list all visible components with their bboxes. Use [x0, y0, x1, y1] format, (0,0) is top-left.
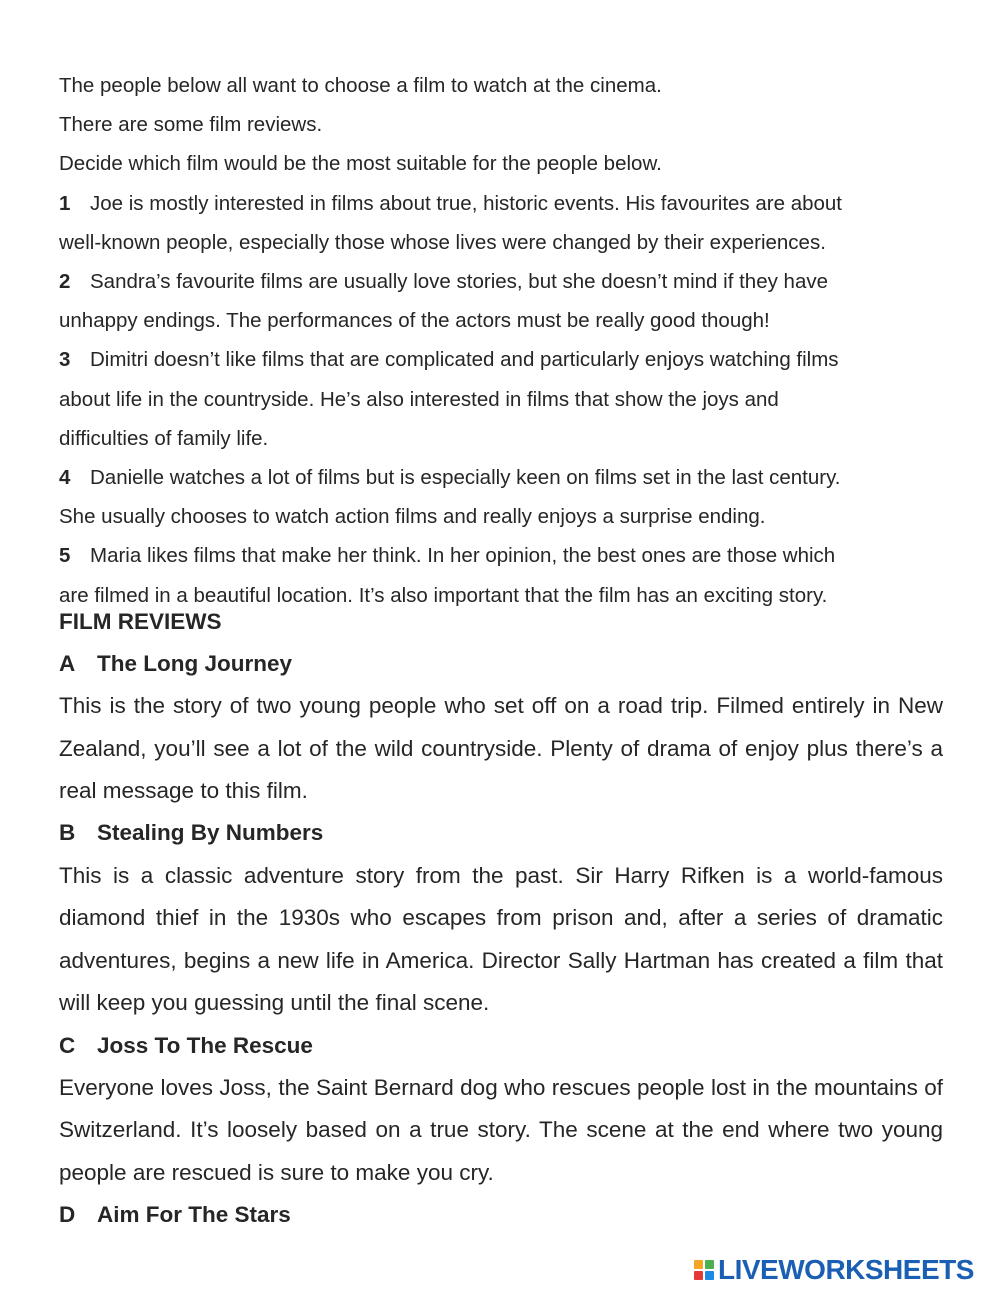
person-3-cont: about life in the countryside. He’s also interested in films that show the joys and: [59, 387, 779, 411]
person-number: 5: [59, 544, 71, 568]
person-number: 4: [59, 466, 71, 490]
person-1-cont: well-known people, especially those whose lives were changed by their experiences.: [59, 230, 826, 254]
person-text: Dimitri doesn’t like films that are complicated and particularly enjoys watching films: [90, 348, 839, 372]
intro-line: Decide which film would be the most suitable for the people below.: [59, 152, 662, 176]
logo-text: LIVEWORKSHEETS: [718, 1254, 974, 1285]
person-2: [59, 262, 943, 301]
review-title-text: Joss To The Rescue: [97, 1032, 313, 1058]
person-2-cont: unhappy endings. The performances of the actors must be really good though!: [59, 309, 770, 333]
intro-line: There are some film reviews.: [59, 113, 323, 137]
person-text: Sandra’s favourite films are usually love stories, but she doesn’t mind if they have: [90, 270, 828, 294]
person-1: [59, 184, 943, 223]
person-number: 1: [59, 191, 71, 215]
logo-square: [705, 1260, 714, 1269]
worksheet-page: [59, 66, 943, 1237]
review-title-d: [59, 1194, 943, 1236]
person-3: [59, 340, 943, 379]
logo-square: [694, 1271, 703, 1280]
liveworksheets-logo[interactable]: [694, 1255, 974, 1285]
person-text: Maria likes films that make her think. In her opinion, the best ones are those which: [90, 544, 836, 568]
review-body-a: This is the story of two young people who set off on a road trip. Filmed entirely in New Zealand, you’ll see a lot of the wild countryside. Plenty of drama of enjoy plus there’s a real message to this film.: [59, 693, 943, 804]
logo-square: [705, 1271, 714, 1280]
review-letter: A: [59, 650, 76, 676]
person-5: [59, 536, 943, 575]
review-title-a: [59, 643, 943, 685]
person-text: Danielle watches a lot of films but is especially keen on films set in the last century.: [90, 466, 841, 490]
person-number: 3: [59, 348, 71, 372]
person-5-cont: are filmed in a beautiful location. It’s also important that the film has an exciting story.: [59, 583, 828, 607]
intro-line: The people below all want to choose a film to watch at the cinema.: [59, 74, 662, 97]
person-4: [59, 458, 943, 497]
review-title-b: [59, 812, 943, 854]
review-letter: D: [59, 1202, 76, 1228]
person-text: Joe is mostly interested in films about true, historic events. His favourites are about: [90, 191, 843, 215]
logo-square: [694, 1260, 703, 1269]
person-3-cont: difficulties of family life.: [59, 426, 269, 450]
person-4-cont: She usually chooses to watch action films and really enjoys a surprise ending.: [59, 505, 766, 529]
review-letter: B: [59, 820, 76, 846]
person-number: 2: [59, 270, 71, 294]
logo-mark-icon: [694, 1260, 714, 1280]
review-title-text: Aim For The Stars: [97, 1202, 291, 1228]
review-letter: C: [59, 1032, 76, 1058]
reviews-heading: FILM REVIEWS: [59, 608, 222, 634]
review-title-c: [59, 1025, 943, 1067]
review-title-text: The Long Journey: [97, 650, 293, 676]
review-title-text: Stealing By Numbers: [97, 820, 324, 846]
review-body-c: Everyone loves Joss, the Saint Bernard dog who rescues people lost in the mountains of Switzerland. It’s loosely based on a true story. The scene at the end where two young people are rescued is sure to make you cry.: [59, 1074, 943, 1185]
review-body-b: This is a classic adventure story from the past. Sir Harry Rifken is a world-famous diamond thief in the 1930s who escapes from prison and, after a series of dramatic adventures, begins a new life in America. Director Sally Hartman has created a film that will keep you guessing until the final scene.: [59, 862, 943, 1016]
